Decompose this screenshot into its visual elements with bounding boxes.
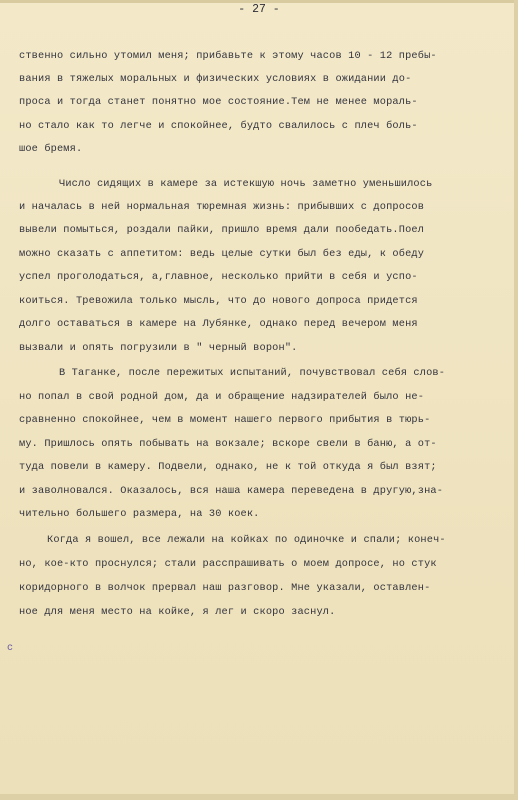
text-line: шое бремя. bbox=[19, 143, 83, 155]
text-line: но стало как то легче и спокойнее, будто свалилось с плеч боль- bbox=[19, 120, 418, 132]
text-line: коридорного в волчок прервал наш разговор. Мне указали, оставлен- bbox=[19, 582, 431, 594]
text-line: проса и тогда станет понятно мое состояние.Тем не менее мораль- bbox=[19, 96, 418, 108]
text-line: вания в тяжелых моральных и физических условиях в ожидании до- bbox=[19, 73, 412, 85]
text-line: В Таганке, после пережитых испытаний, почувствовал себя слов- bbox=[59, 367, 446, 379]
text-line: ное для меня место на койке, я лег и скоро заснул. bbox=[19, 606, 336, 618]
page-edge-bottom bbox=[0, 794, 518, 800]
text-line: и началась в ней нормальная тюремная жизнь: прибывших с допросов bbox=[19, 201, 425, 213]
text-line: можно сказать с аппетитом: ведь целые сутки был без еды, к обеду bbox=[19, 248, 425, 260]
text-line: ственно сильно утомил меня; прибавьте к этому часов 10 - 12 пребы- bbox=[19, 50, 437, 62]
text-line: долго оставаться в камере на Лубянке, однако перед вечером меня bbox=[19, 318, 418, 330]
text-line: вызвали и опять погрузили в " черный ворон". bbox=[19, 342, 298, 354]
text-line: му. Пришлось опять побывать на вокзале; вскоре свели в баню, а от- bbox=[19, 438, 437, 450]
page-edge-right bbox=[514, 0, 518, 800]
text-line: чительно большего размера, на 30 коек. bbox=[19, 508, 260, 520]
text-line: вывели помыться, роздали пайки, пришло время дали пообедать.Поел bbox=[19, 224, 425, 236]
text-line: Когда я вошел, все лежали на койках по одиночке и спали; конеч- bbox=[47, 534, 446, 546]
text-line: туда повели в камеру. Подвели, однако, не к той откуда я был взят; bbox=[19, 461, 437, 473]
text-line: сравненно спокойнее, чем в момент нашего первого прибытия в тюрь- bbox=[19, 414, 431, 426]
text-line: коиться. Тревожила только мысль, что до нового допроса придется bbox=[19, 295, 418, 307]
text-line: успел проголодаться, а,главное, несколько прийти в себя и успо- bbox=[19, 271, 418, 283]
margin-mark: c bbox=[7, 643, 14, 654]
text-line: Число сидящих в камере за истекшую ночь заметно уменьшилось bbox=[59, 178, 433, 190]
text-line: и заволновался. Оказалось, вся наша камера переведена в другую,зна- bbox=[19, 485, 444, 497]
text-line: но, кое-кто проснулся; стали расспрашивать о моем допросе, но стук bbox=[19, 558, 437, 570]
page-number: - 27 - bbox=[238, 3, 280, 16]
text-line: но попал в свой родной дом, да и обращение надзирателей было не- bbox=[19, 391, 425, 403]
